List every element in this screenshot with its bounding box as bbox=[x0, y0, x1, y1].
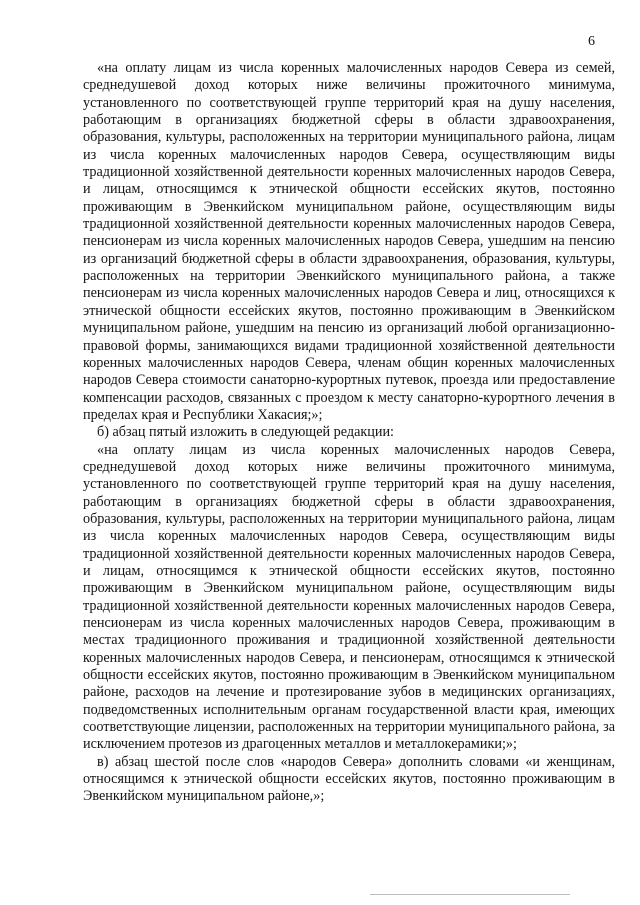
paragraph-item-b: б) абзац пятый изложить в следующей редакции: bbox=[97, 424, 395, 441]
scan-edge-line bbox=[370, 894, 570, 895]
document-body bbox=[83, 60, 615, 806]
paragraph-amendment-quote-1: «на оплату лицам из числа коренных малочисленных народов Севера из семей, среднедушевой доход которых ниже величины прожиточного минимума, установленного по соответствующей группе территорий края на душу населения, работающим в организациях бюджетной сферы в области здравоохранения, образования, культуры, расположенных на территории муниципального района, лицам из числа коренных малочисленных народов Севера, осуществляющим виды традиционной хозяйственной деятельности коренных малочисленных народов Севера, и лицам, относящимся к этнической общности ессейских якутов, постоянно проживающим в Эвенкийском муниципальном районе, осуществляющим виды традиционной хозяйственной деятельности коренных малочисленных народов Севера, пенсионерам из числа коренных малочисленных народов Севера, ушедшим на пенсию из организаций бюджетной сферы в области здравоохранения, образования, культуры, расположенных на территории Эвенкийского муниципального района, а также пенсионерам из числа коренных малочисленных народов Севера и лиц, относящихся к этнической общности ессейских якутов, постоянно проживающим в Эвенкийском муниципальном районе, ушедшим на пенсию из организаций любой организационно-правовой формы, занимающихся видами традиционной хозяйственной деятельности коренных малочисленных народов Севера, членам общин коренных малочисленных народов Севера стоимости санаторно-курортных путевок, проезда или предоставление компенсации расходов, связанных с проездом к месту санаторно-курортного лечения в пределах края и Республики Хакасия;»; bbox=[83, 60, 615, 423]
paragraph-item-v: в) абзац шестой после слов «народов Севера» дополнить словами «и женщинам, относящимся к этнической общности ессейских якутов, постоянно проживающим в Эвенкийском муниципальном районе,»; bbox=[83, 753, 615, 805]
page-number: 6 bbox=[588, 34, 595, 49]
paragraph-amendment-quote-2: «на оплату лицам из числа коренных малочисленных народов Севера, среднедушевой доход которых ниже величины прожиточного минимума, установленного по соответствующей группе территорий края на душу населения, работающим в организациях бюджетной сферы в области здравоохранения, образования, культуры, расположенных на территории муниципального района, лицам из числа коренных малочисленных народов Севера, осуществляющим виды традиционной хозяйственной деятельности коренных малочисленных народов Севера, и лицам, относящимся к этнической общности ессейских якутов, постоянно проживающим в Эвенкийском муниципальном районе, осуществляющим виды традиционной хозяйственной деятельности коренных малочисленных народов Севера, пенсионерам из числа коренных малочисленных народов Севера, проживающим в местах традиционного проживания и традиционной хозяйственной деятельности коренных малочисленных народов Севера, и пенсионерам, относящимся к этнической общности ессейских якутов, постоянно проживающим в Эвенкийском муниципальном районе, расходов на лечение и протезирование зубов в медицинских организациях, подведомственных исполнительным органам государственной власти края, имеющих соответствующие лицензии, расположенных на территории муниципального района, за исключением протезов из драгоценных металлов и металлокерамики;»; bbox=[83, 441, 615, 753]
